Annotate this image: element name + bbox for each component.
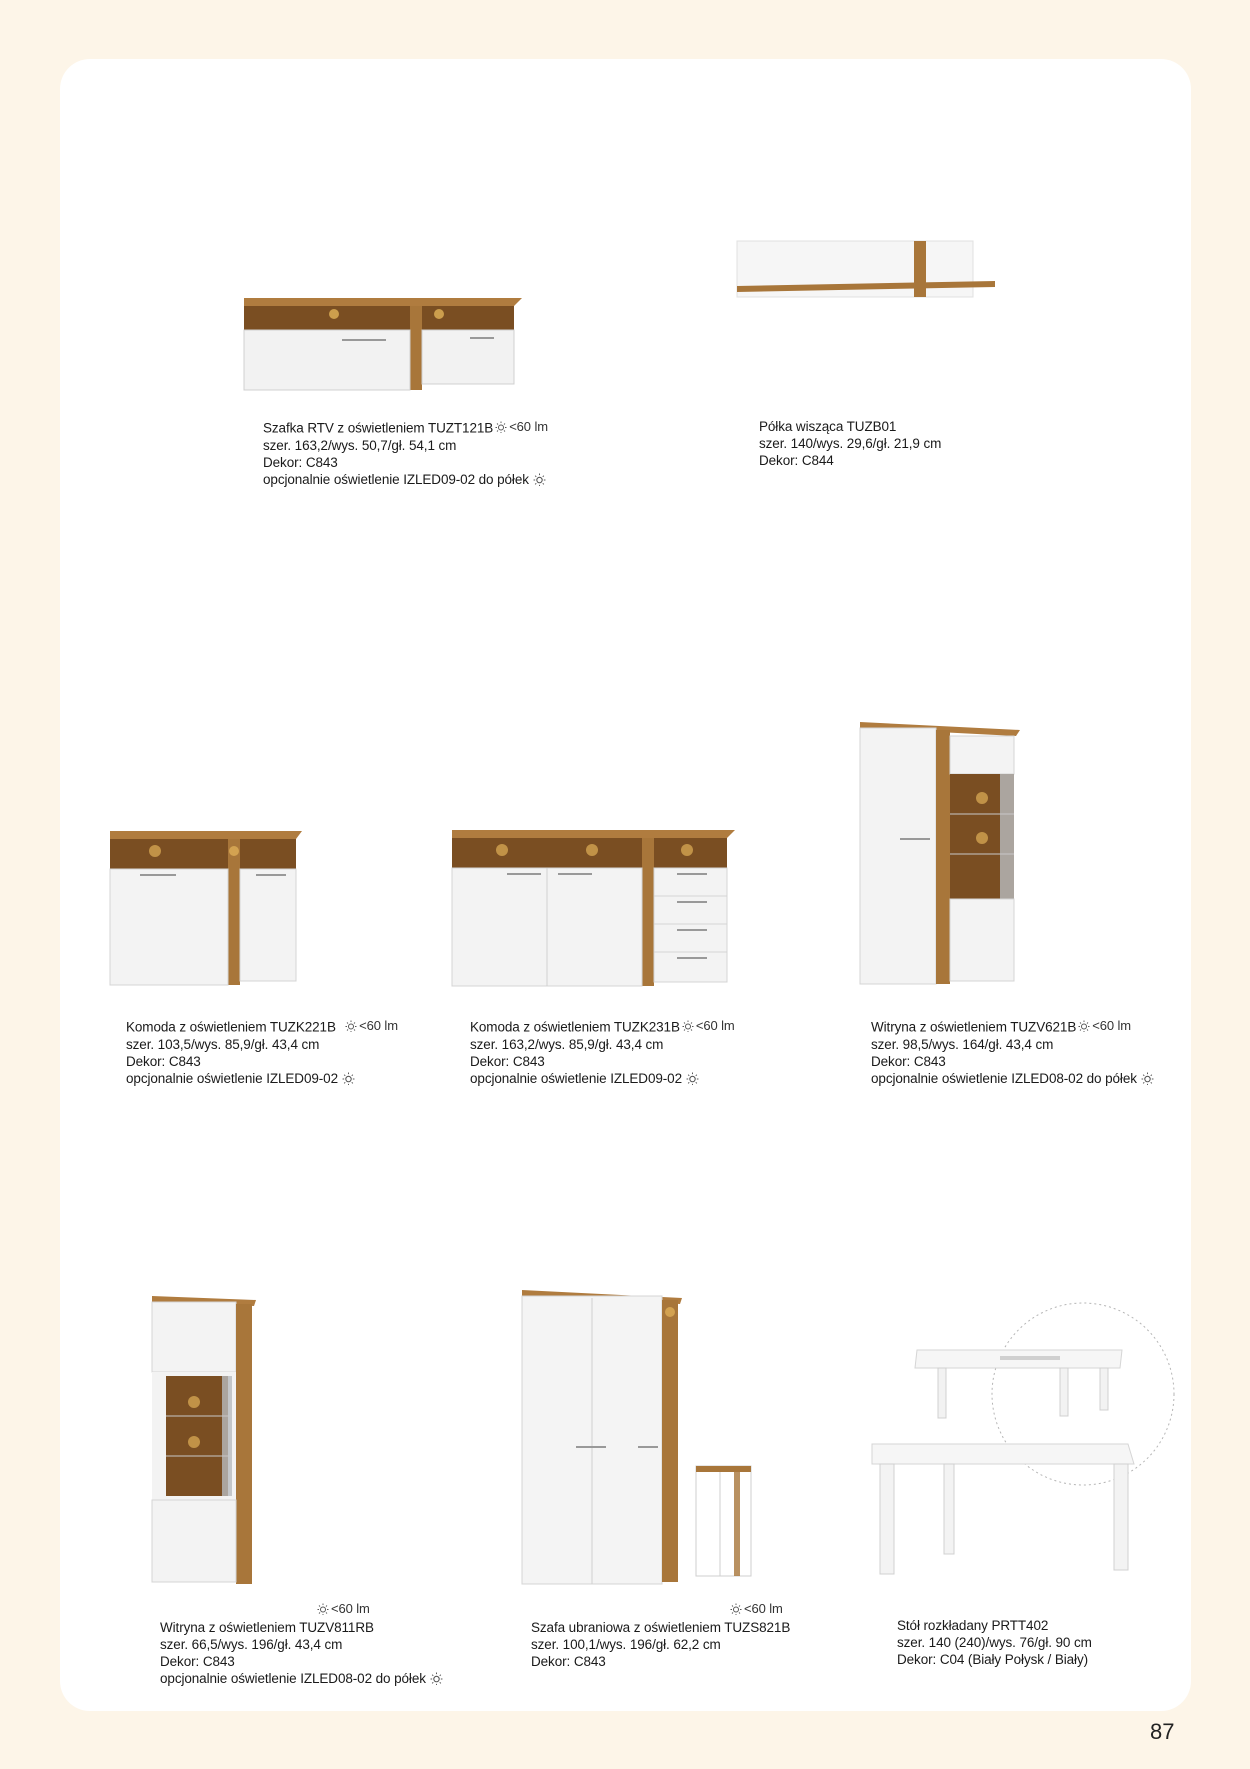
lumen-badge [730, 1600, 783, 1617]
lumen-label: <60 lm [331, 1601, 370, 1616]
product-caption-sideboard-small [126, 1017, 398, 1087]
product-dimensions: szer. 66,5/wys. 196/gł. 43,4 cm [160, 1636, 343, 1652]
product-decor: Dekor: C843 [126, 1053, 201, 1069]
display-cabinet-wide-image [858, 718, 1023, 988]
product-dimensions: szer. 140/wys. 29,6/gł. 21,9 cm [759, 436, 942, 451]
bulb-icon [533, 473, 546, 486]
page-number: 87 [1150, 1719, 1175, 1744]
lumen-badge [345, 1017, 398, 1034]
lumen-badge [317, 1600, 370, 1617]
lumen-badge [495, 418, 548, 435]
tv-stand-image [244, 296, 524, 391]
product-decor: Dekor: C843 [263, 454, 338, 470]
product-decor: Dekor: C844 [759, 453, 834, 468]
product-option: opcjonalnie oświetlenie IZLED09-02 [126, 1070, 338, 1086]
lumen-badge [1078, 1017, 1131, 1034]
bulb-icon [430, 1672, 443, 1685]
product-title: Komoda z oświetleniem TUZK231B [470, 1019, 680, 1035]
product-caption-display-cabinet-tall [160, 1600, 443, 1687]
sideboard-large-image [452, 828, 737, 990]
bulb-icon [317, 1603, 329, 1615]
bulb-icon [345, 1020, 357, 1032]
product-title: Witryna z oświetleniem TUZV621B [871, 1019, 1077, 1035]
product-dimensions: szer. 163,2/wys. 50,7/gł. 54,1 cm [263, 437, 457, 453]
lumen-badge [682, 1017, 735, 1034]
product-dimensions: szer. 103,5/wys. 85,9/gł. 43,4 cm [126, 1036, 320, 1052]
extendable-table-image [870, 1310, 1175, 1580]
lumen-label: <60 lm [744, 1601, 783, 1616]
lumen-label: <60 lm [1092, 1018, 1132, 1033]
product-title: Półka wisząca TUZB01 [759, 419, 897, 434]
wardrobe-image [520, 1286, 755, 1586]
product-decor: Dekor: C843 [871, 1053, 946, 1069]
sideboard-small-image [110, 829, 305, 989]
product-decor: Dekor: C843 [470, 1053, 545, 1069]
lumen-label: <60 lm [695, 1018, 735, 1033]
bulb-icon [1141, 1072, 1154, 1085]
wall-shelf-image [737, 241, 997, 301]
product-caption-tv-stand [263, 418, 548, 488]
product-option: opcjonalnie oświetlenie IZLED09-02 do półek [263, 471, 529, 487]
bulb-icon [686, 1072, 699, 1085]
product-title: Stół rozkładany PRTT402 [897, 1618, 1049, 1633]
bulb-icon [730, 1603, 742, 1615]
product-decor: Dekor: C04 (Biały Połysk / Biały) [897, 1652, 1089, 1667]
bulb-icon [1078, 1020, 1090, 1032]
product-title: Szafa ubraniowa z oświetleniem TUZS821B [531, 1619, 791, 1635]
bulb-icon [342, 1072, 355, 1085]
product-dimensions: szer. 98,5/wys. 164/gł. 43,4 cm [871, 1036, 1054, 1052]
product-title: Szafka RTV z oświetleniem TUZT121B [263, 420, 494, 436]
product-title: Witryna z oświetleniem TUZV811RB [160, 1619, 374, 1635]
product-decor: Dekor: C843 [160, 1653, 235, 1669]
product-caption-wall-shelf [759, 418, 941, 469]
product-dimensions: szer. 140 (240)/wys. 76/gł. 90 cm [897, 1635, 1092, 1650]
product-title: Komoda z oświetleniem TUZK221B [126, 1019, 336, 1035]
display-cabinet-tall-image [150, 1292, 260, 1587]
product-option: opcjonalnie oświetlenie IZLED08-02 do półek [871, 1070, 1137, 1086]
product-option: opcjonalnie oświetlenie IZLED08-02 do półek [160, 1670, 426, 1686]
lumen-label: <60 lm [509, 419, 548, 434]
product-caption-wardrobe [531, 1600, 790, 1670]
lumen-label: <60 lm [359, 1018, 398, 1033]
bulb-icon [682, 1020, 694, 1032]
bulb-icon [495, 421, 507, 433]
product-caption-table [897, 1617, 1092, 1668]
product-dimensions: szer. 163,2/wys. 85,9/gł. 43,4 cm [470, 1036, 664, 1052]
product-caption-sideboard-large [470, 1017, 735, 1087]
product-decor: Dekor: C843 [531, 1653, 606, 1669]
product-dimensions: szer. 100,1/wys. 196/gł. 62,2 cm [531, 1636, 721, 1652]
product-option: opcjonalnie oświetlenie IZLED09-02 [470, 1070, 682, 1086]
product-caption-display-cabinet-wide [871, 1017, 1154, 1087]
